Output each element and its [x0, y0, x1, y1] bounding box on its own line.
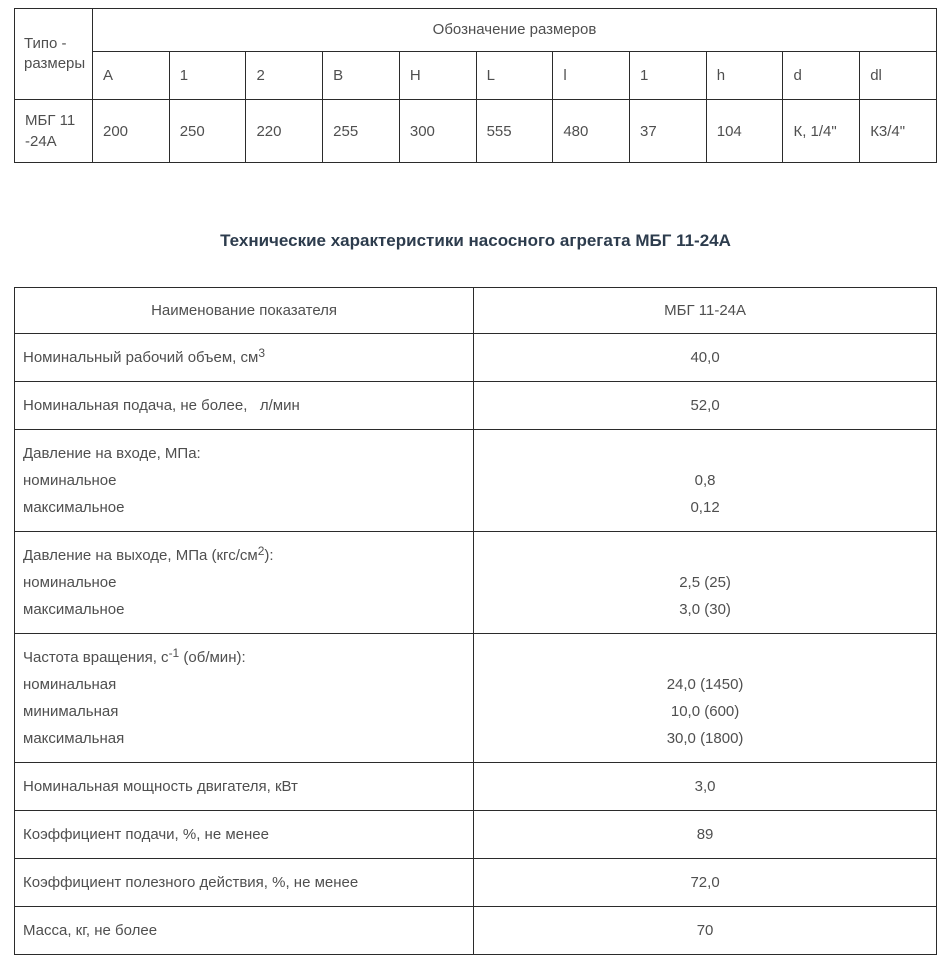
text-line: максимальное	[23, 601, 125, 618]
text-line: 40,0	[690, 349, 720, 366]
spec-row-4	[15, 634, 937, 763]
dim-col-header-7: 1	[630, 52, 707, 100]
dim-row-label: МБГ 11 -24А	[15, 100, 93, 163]
specs-table	[14, 287, 937, 955]
text-line: Номинальная мощность двигателя, кВт	[23, 778, 298, 795]
spec-value-cell	[474, 634, 937, 763]
spec-header-name: Наименование показателя	[15, 288, 474, 334]
dim-value-cell-10: К3/4"	[860, 100, 937, 163]
dim-corner-header: Типо - размеры	[15, 9, 93, 100]
dim-value-cell-4: 300	[399, 100, 476, 163]
text-line: 70	[696, 922, 714, 939]
spec-row-8	[15, 907, 937, 955]
dim-columns-row	[15, 52, 937, 100]
dim-col-header-6: l	[553, 52, 630, 100]
text-line: 0,12	[690, 499, 720, 516]
superscript: -1	[168, 646, 180, 660]
spec-row-0	[15, 334, 937, 382]
text-line: Масса, кг, не более	[23, 922, 158, 939]
dim-group-header: Обозначение размеров	[93, 9, 937, 52]
spec-name-cell	[15, 334, 474, 382]
dim-col-header-2: 2	[246, 52, 323, 100]
dim-value-cell-8: 104	[706, 100, 783, 163]
dim-value-cell-2: 220	[246, 100, 323, 163]
dim-value-cell-0: 200	[93, 100, 170, 163]
text-line: Коэффициент полезного действия, %, не менее	[23, 874, 359, 891]
dim-data-row	[15, 100, 937, 163]
text-line	[482, 644, 928, 671]
spec-header-model: МБГ 11-24А	[474, 288, 937, 334]
page	[14, 0, 937, 955]
text-line: 0,8	[694, 472, 716, 489]
text-line: 30,0 (1800)	[666, 730, 744, 747]
dim-col-header-1: 1	[169, 52, 246, 100]
text-line: 3,0 (30)	[679, 601, 731, 618]
dim-value-cell-5: 555	[476, 100, 553, 163]
dim-col-header-10: dl	[860, 52, 937, 100]
dim-col-header-9: d	[783, 52, 860, 100]
spec-name-cell	[15, 811, 474, 859]
spec-value-cell	[474, 334, 937, 382]
text-line: номинальная	[23, 676, 117, 693]
dim-value-cell-6: 480	[553, 100, 630, 163]
spec-name-cell	[15, 634, 474, 763]
spec-name-cell	[15, 382, 474, 430]
spec-row-7	[15, 859, 937, 907]
spec-row-2	[15, 430, 937, 532]
dim-value-cell-9: К, 1/4"	[783, 100, 860, 163]
text-line: номинальное	[23, 574, 117, 591]
spec-row-1	[15, 382, 937, 430]
dim-col-header-5: L	[476, 52, 553, 100]
dim-col-header-4: Н	[399, 52, 476, 100]
page-title: Технические характеристики насосного агрегата МБГ 11-24А	[220, 231, 731, 250]
spec-value-cell	[474, 382, 937, 430]
text-line: 3,0	[694, 778, 716, 795]
superscript: 3	[258, 346, 265, 360]
text-line: 10,0 (600)	[670, 703, 740, 720]
spec-row-3	[15, 532, 937, 634]
text-line: номинальное	[23, 472, 117, 489]
spec-value-cell	[474, 532, 937, 634]
text-line: 89	[696, 826, 714, 843]
text-line: 24,0 (1450)	[666, 676, 744, 693]
spec-name-cell	[15, 859, 474, 907]
text-line: 72,0	[690, 874, 720, 891]
text-line: Давление на выходе, МПа $(кгс/см^2)$:	[23, 544, 274, 564]
spec-header-row	[15, 288, 937, 334]
spec-row-6	[15, 811, 937, 859]
spec-value-cell	[474, 763, 937, 811]
text-line	[482, 542, 928, 569]
dim-value-cell-1: 250	[169, 100, 246, 163]
text-line: максимальная	[23, 730, 125, 747]
dim-value-cell-7: 37	[630, 100, 707, 163]
text-line: 2,5 (25)	[679, 574, 731, 591]
text-line: Номинальный рабочий объем, $см^3$	[23, 346, 265, 366]
spec-row-5	[15, 763, 937, 811]
text-line: Давление на входе, МПа:	[23, 445, 201, 462]
spec-value-cell	[474, 811, 937, 859]
dim-col-header-8: h	[706, 52, 783, 100]
dim-col-header-0: А	[93, 52, 170, 100]
text-line: максимальное	[23, 499, 125, 516]
text-line: Номинальная подача, не более, л/мин	[23, 397, 300, 414]
spec-value-cell	[474, 907, 937, 955]
spec-name-cell	[15, 907, 474, 955]
spec-value-cell	[474, 859, 937, 907]
text-line: 52,0	[690, 397, 720, 414]
text-line: Коэффициент подачи, %, не менее	[23, 826, 269, 843]
dim-value-cell-3: 255	[323, 100, 400, 163]
spec-name-cell	[15, 532, 474, 634]
superscript: 2	[257, 544, 265, 558]
dimensions-table	[14, 8, 937, 163]
spec-name-cell	[15, 430, 474, 532]
spec-name-cell	[15, 763, 474, 811]
text-line: минимальная	[23, 703, 119, 720]
dim-col-header-3: В	[323, 52, 400, 100]
text-line: Частота вращения, $с^{-1}$ (об/мин):	[23, 646, 246, 666]
text-line	[482, 440, 928, 467]
dim-group-row	[15, 9, 937, 52]
spec-value-cell	[474, 430, 937, 532]
